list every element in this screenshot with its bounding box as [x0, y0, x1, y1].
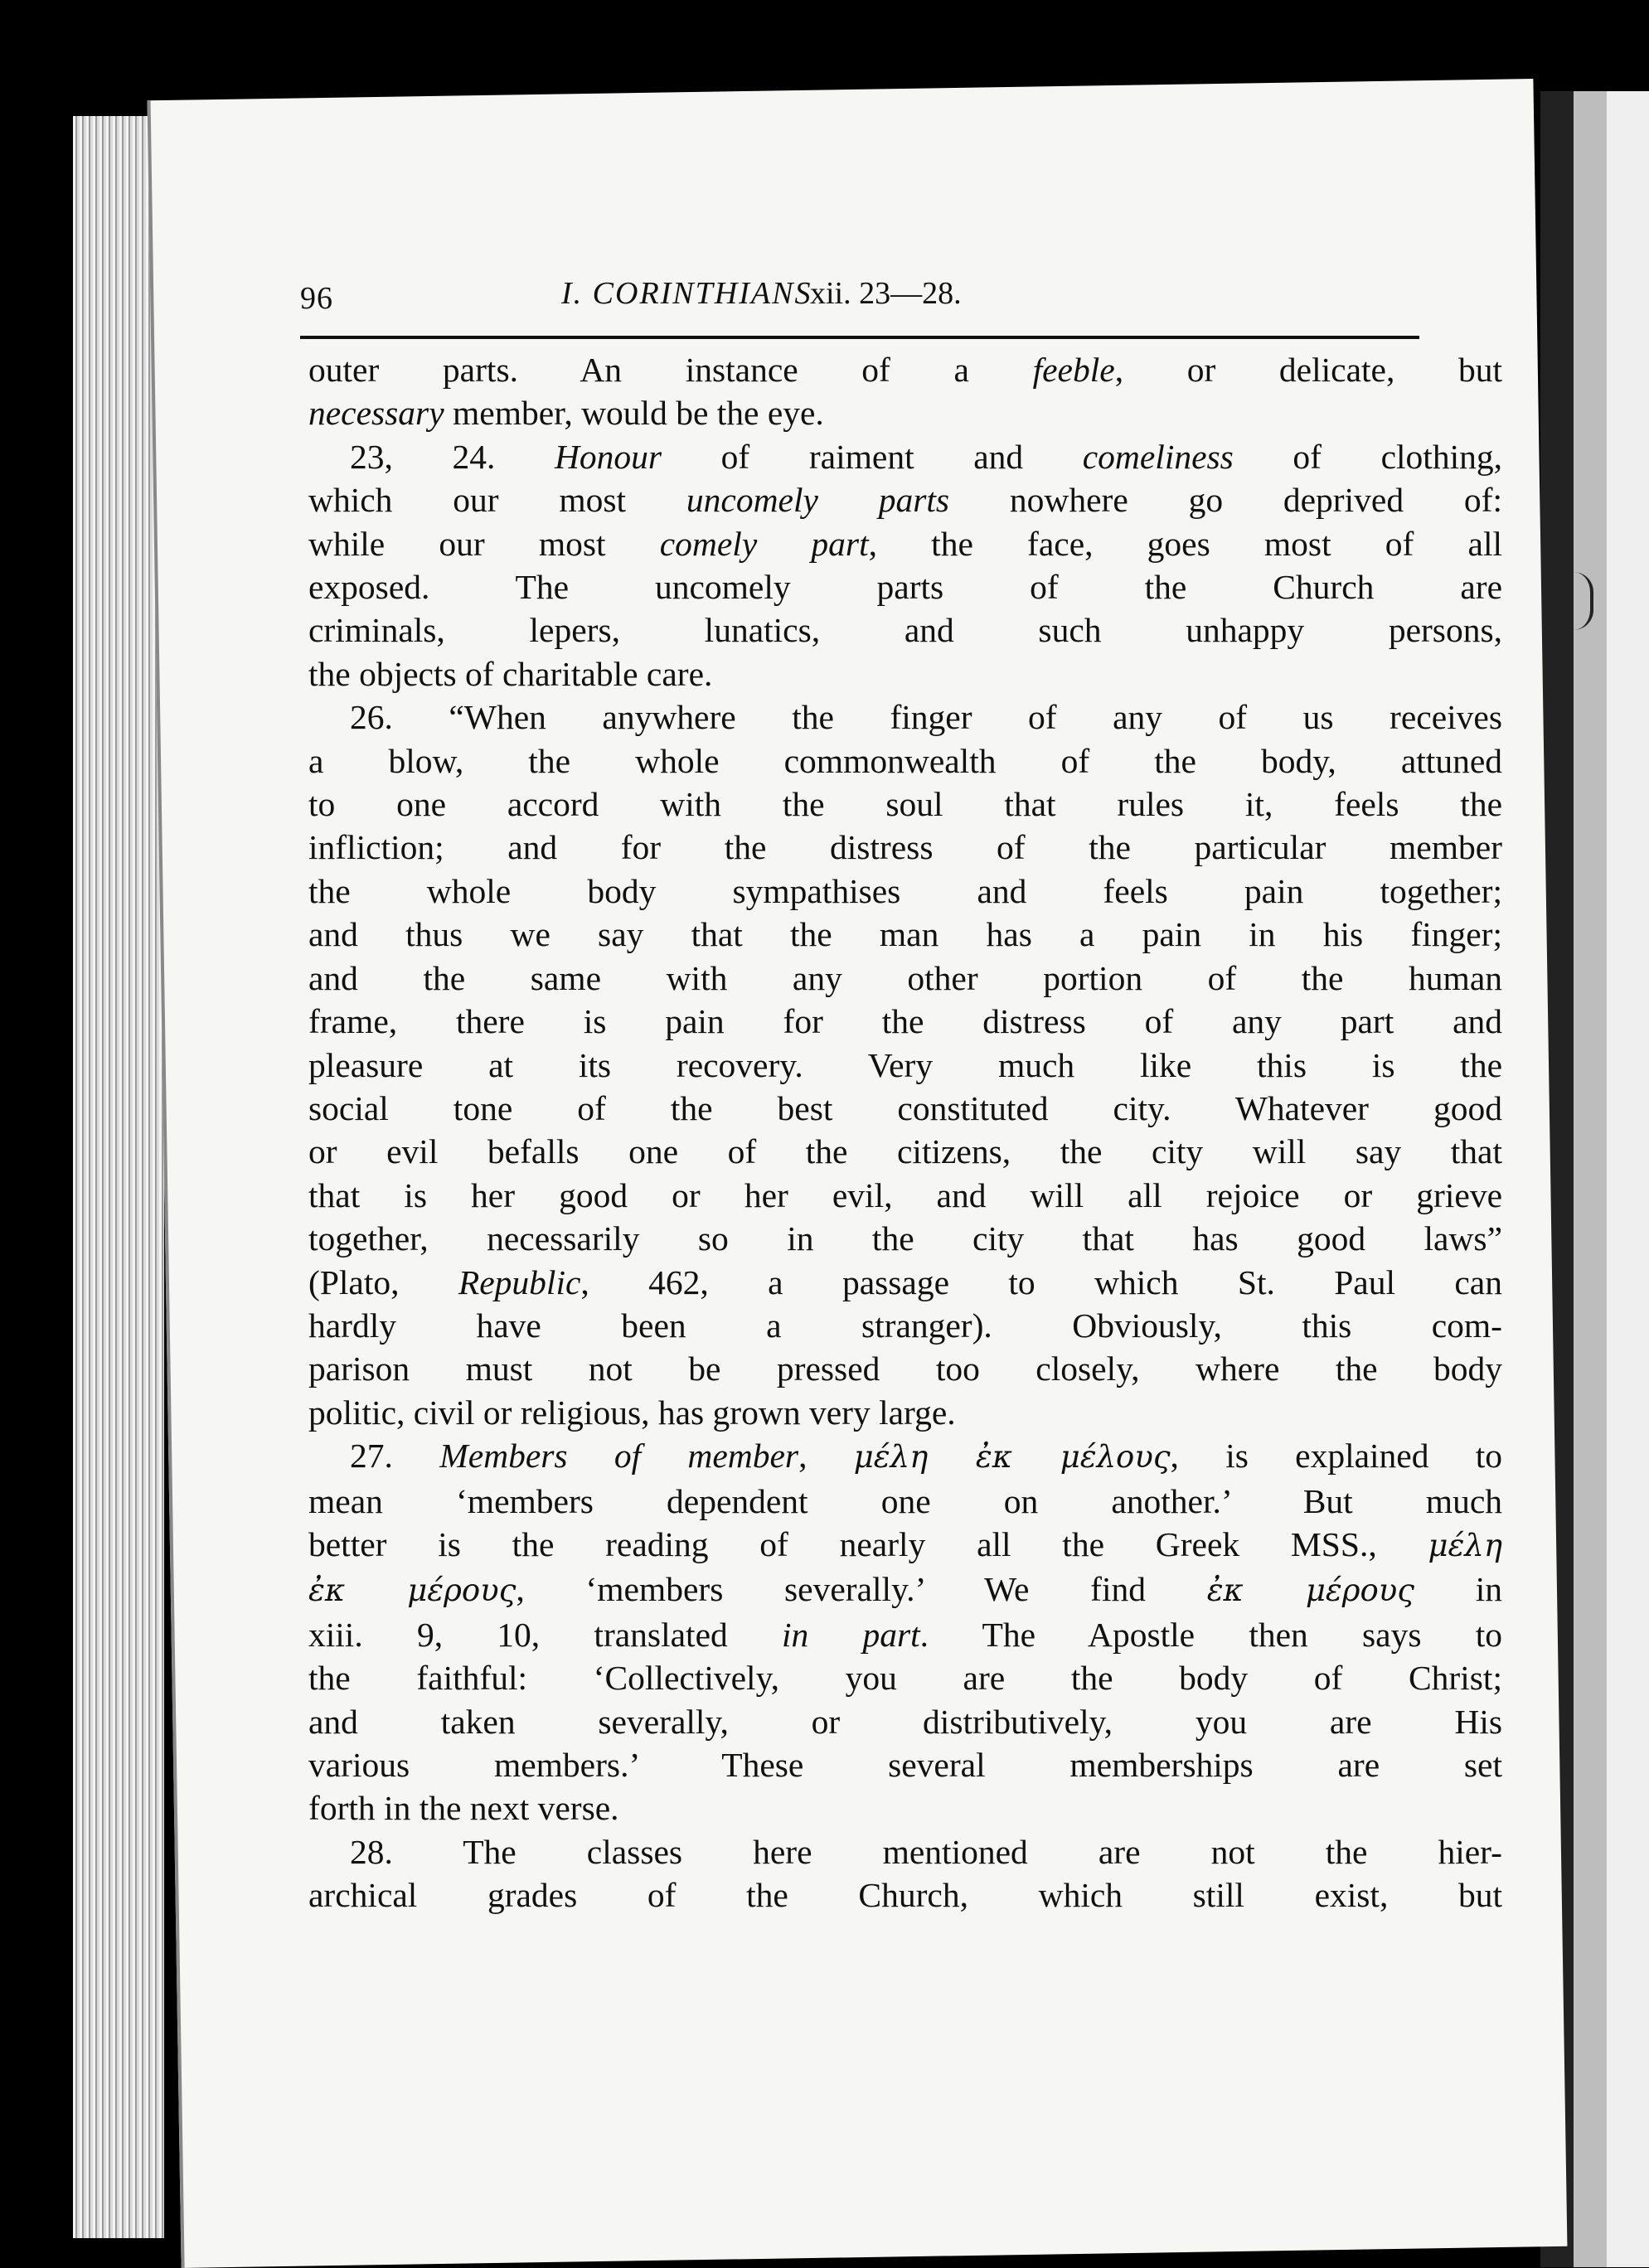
text-line: 28. The classes here mentioned are not the hier-: [350, 1832, 1502, 1871]
text-line: 26. “When anywhere the finger of any of us receives: [350, 698, 1502, 737]
text-line: and thus we say that the man has a pain in his finger;: [308, 915, 1502, 954]
text-line: the faithful: ‘Collectively, you are the body of Christ;: [308, 1659, 1502, 1698]
text-line: a blow, the whole commonwealth of the body, attuned: [308, 741, 1502, 780]
text-line: or evil befalls one of the citizens, the city will say that: [308, 1132, 1502, 1171]
text-line: better is the reading of nearly all the Greek MSS., μέλη: [308, 1524, 1502, 1563]
text-line: xiii. 9, 10, translated in part. The Apostle then says to: [308, 1615, 1502, 1654]
text-line: the whole body sympathises and feels pain together;: [308, 871, 1502, 910]
text-line: and taken severally, or distributively, you are His: [308, 1702, 1502, 1741]
text-line: social tone of the best constituted city. Whatever good: [308, 1088, 1502, 1127]
text-line: necessary member, would be the eye.: [308, 394, 824, 433]
page-edge-stack: [73, 116, 164, 2238]
text-line: 27. Members of member, μέλη ἐκ μέλους, is explained to: [350, 1437, 1503, 1476]
text-line: outer parts. An instance of a feeble, or delicate, but: [308, 351, 1503, 389]
text-line: together, necessarily so in the city that has good laws”: [308, 1219, 1502, 1258]
text-line: while our most comely part, the face, goes most of all: [308, 524, 1503, 563]
page-number: 96: [300, 281, 333, 316]
text-line: ἐκ μέρους, ‘members severally.’ We find ἐκ μέρους in: [308, 1570, 1503, 1609]
text-line: criminals, lepers, lunatics, and such unhappy persons,: [308, 611, 1502, 650]
chapter-verse-reference: xii. 23—28.: [810, 276, 962, 311]
text-line: the objects of charitable care.: [308, 654, 713, 693]
text-line: infliction; and for the distress of the particular member: [308, 828, 1502, 867]
text-line: forth in the next verse.: [308, 1789, 619, 1828]
text-line: frame, there is pain for the distress of any part and: [308, 1002, 1502, 1041]
text-line: 23, 24. Honour of raiment and comeliness of clothing,: [350, 437, 1502, 476]
text-line: (Plato, Republic, 462, a passage to which St. Paul can: [308, 1262, 1502, 1301]
text-line: politic, civil or religious, has grown very large.: [308, 1393, 956, 1432]
text-line: which our most uncomely parts nowhere go deprived of:: [308, 481, 1502, 520]
text-line: and the same with any other portion of the human: [308, 958, 1502, 997]
text-line: parison must not be pressed too closely, where the body: [308, 1350, 1502, 1388]
text-line: pleasure at its recovery. Very much like this is the: [308, 1045, 1502, 1084]
page-body-text: [308, 348, 1502, 1917]
running-header: [300, 192, 1419, 316]
text-line: mean ‘members dependent one on another.’ But much: [308, 1481, 1502, 1520]
text-line: exposed. The uncomely parts of the Church are: [308, 568, 1502, 607]
text-line: various members.’ These several memberships are set: [308, 1746, 1502, 1784]
running-title: I. CORINTHIANS: [561, 276, 812, 311]
text-line: that is her good or her evil, and will all rejoice or grieve: [308, 1175, 1502, 1214]
text-line: archical grades of the Church, which still exist, but: [308, 1876, 1502, 1915]
header-rule: [300, 336, 1419, 339]
text-line: hardly have been a stranger). Obviously, this com-: [308, 1306, 1502, 1345]
text-line: to one accord with the soul that rules it, feels the: [308, 785, 1502, 824]
